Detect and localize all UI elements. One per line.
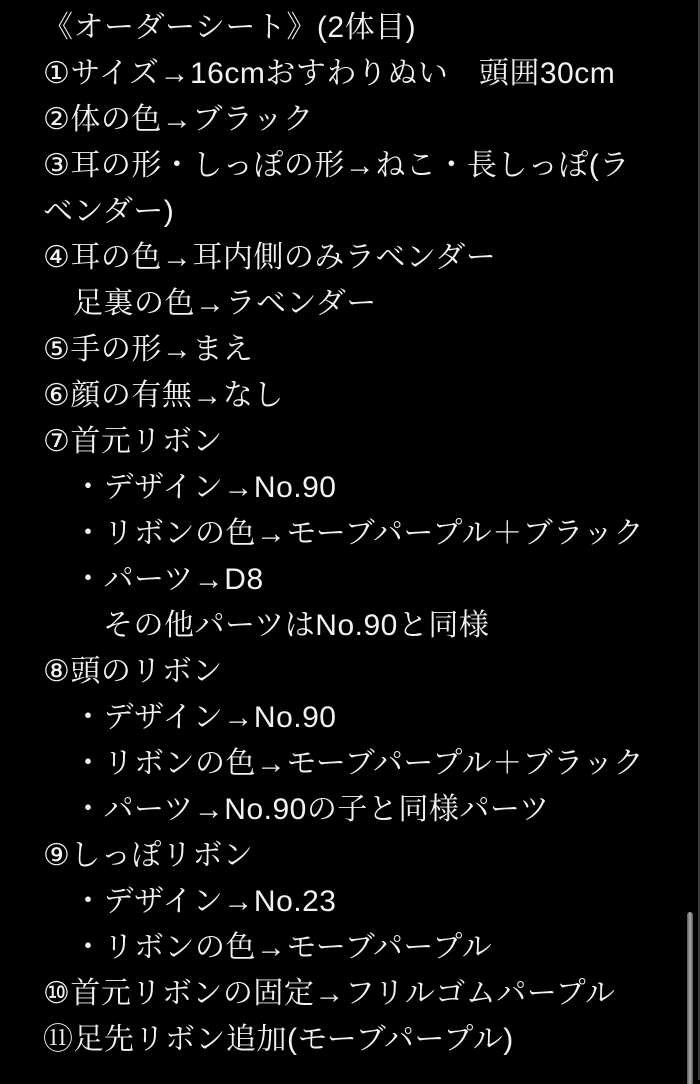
sheet-title: 《オーダーシート》(2体目) — [43, 11, 417, 44]
scrollbar-thumb[interactable] — [687, 912, 693, 1084]
item-11-toe-ribbon: ⑪足先リボン追加(モーブパープル) — [43, 1023, 514, 1056]
item-1-size: ①サイズ→16cmおすわりぬい 頭囲30cm — [43, 57, 616, 90]
item-9-ribbon-color: ・リボンの色→モーブパープル — [73, 931, 493, 964]
item-6-face: ⑥顔の有無→なし — [43, 379, 284, 412]
item-7-parts-note: その他パーツはNo.90と同様 — [103, 609, 490, 642]
item-10-ribbon-fixing: ⑩首元リボンの固定→フリルゴムパープル — [43, 977, 616, 1010]
item-7-parts: ・パーツ→D8 — [73, 563, 264, 596]
item-7-design: ・デザイン→No.90 — [73, 471, 337, 504]
item-4-ear-color: ④耳の色→耳内側のみラベンダー — [43, 241, 497, 274]
order-sheet — [43, 5, 686, 1063]
item-2-body-color: ②体の色→ブラック — [43, 103, 314, 136]
item-9-design: ・デザイン→No.23 — [73, 885, 337, 918]
item-9-tail-ribbon: ⑨しっぽリボン — [43, 839, 254, 872]
item-8-parts: ・パーツ→No.90の子と同様パーツ — [73, 793, 550, 826]
item-4-sole-color: 足裏の色→ラベンダー — [73, 287, 377, 320]
item-7-ribbon-color: ・リボンの色→モーブパープル＋ブラック — [73, 517, 645, 550]
item-8-design: ・デザイン→No.90 — [73, 701, 337, 734]
item-8-head-ribbon: ⑧頭のリボン — [43, 655, 223, 688]
item-5-hand-shape: ⑤手の形→まえ — [43, 333, 254, 366]
item-8-ribbon-color: ・リボンの色→モーブパープル＋ブラック — [73, 747, 645, 780]
item-3-continuation: ベンダー) — [43, 195, 175, 228]
item-7-neck-ribbon: ⑦首元リボン — [43, 425, 223, 458]
item-3-ear-tail-shape: ③耳の形・しっぽの形→ねこ・長しっぽ(ラ — [43, 149, 630, 182]
